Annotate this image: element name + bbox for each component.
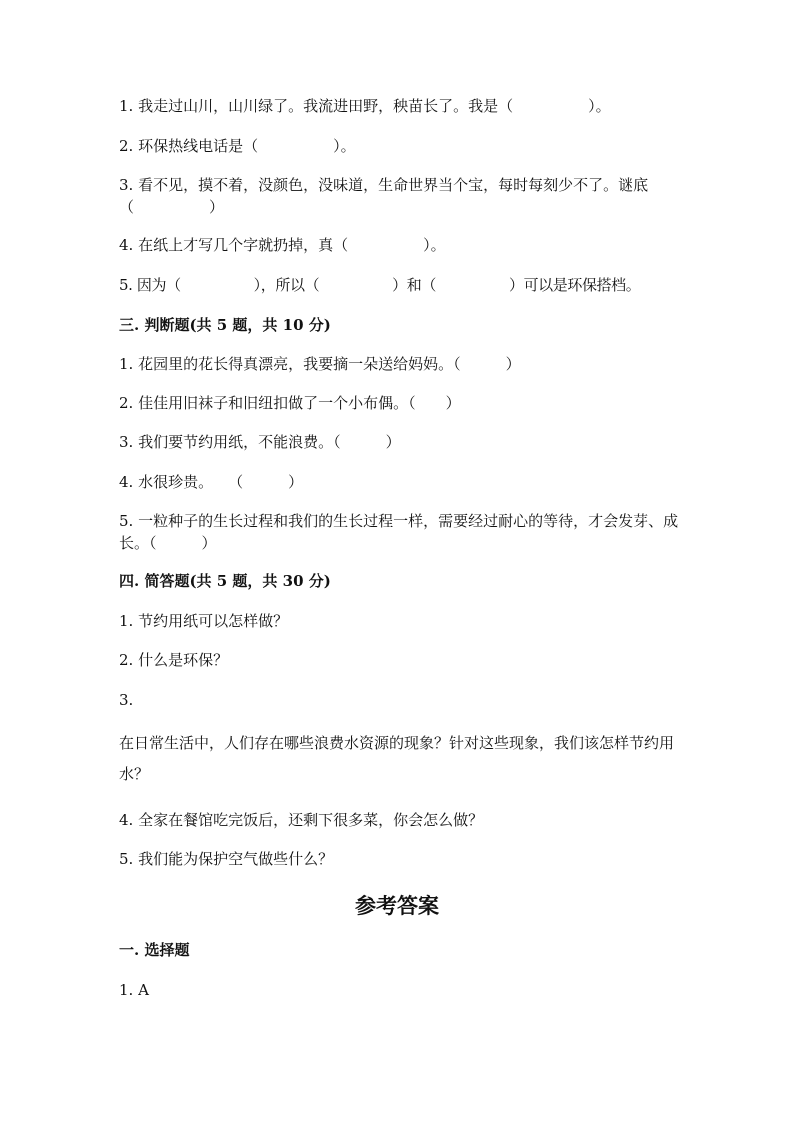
judgement-question-2: 2. 佳佳用旧袜子和旧纽扣做了一个小布偶。（ ） [119,394,461,412]
section-3-heading: 三. 判断题(共 5 题，共 10 分) [119,316,331,334]
short-answer-question-2: 2. 什么是环保？ [119,651,229,669]
fill-in-question-2: 2. 环保热线电话是（ ）。 [119,137,356,155]
fill-in-question-4: 4. 在纸上才写几个字就扔掉，真（ ）。 [119,236,446,254]
fill-in-question-1: 1. 我走过山川，山川绿了。我流进田野，秧苗长了。我是（ ）。 [119,97,611,115]
fill-in-question-3: 3. 看不见，摸不着，没颜色，没味道，生命世界当个宝，每时每刻少不了。谜底（ ） [119,176,649,216]
short-answer-question-1: 1. 节约用纸可以怎样做？ [119,612,289,630]
answers-title: 参考答案 [355,893,439,918]
fill-in-question-5: 5. 因为（ ），所以（ ）和（ ）可以是环保搭档。 [119,276,641,294]
short-answer-question-3-number: 3. [119,691,134,709]
judgement-question-3: 3. 我们要节约用纸，不能浪费。（ ） [119,433,401,451]
short-answer-question-3-text: 在日常生活中，人们存在哪些浪费水资源的现象？针对这些现象，我们该怎样节约用水？ [119,734,675,783]
judgement-question-5: 5. 一粒种子的生长过程和我们的生长过程一样，需要经过耐心的等待，才会发芽、成长。（ ） [119,512,679,552]
judgement-question-4: 4. 水很珍贵。 （ ） [119,473,304,491]
section-4-heading: 四. 简答题(共 5 题，共 30 分) [119,572,331,590]
answers-section-1-heading: 一. 选择题 [119,941,190,959]
judgement-question-1: 1. 花园里的花长得真漂亮，我要摘一朵送给妈妈。（ ） [119,355,521,373]
short-answer-question-5: 5. 我们能为保护空气做些什么？ [119,850,334,868]
answer-item-1: 1. A [119,981,149,999]
short-answer-question-4: 4. 全家在餐馆吃完饭后，还剩下很多菜，你会怎么做？ [119,811,484,829]
